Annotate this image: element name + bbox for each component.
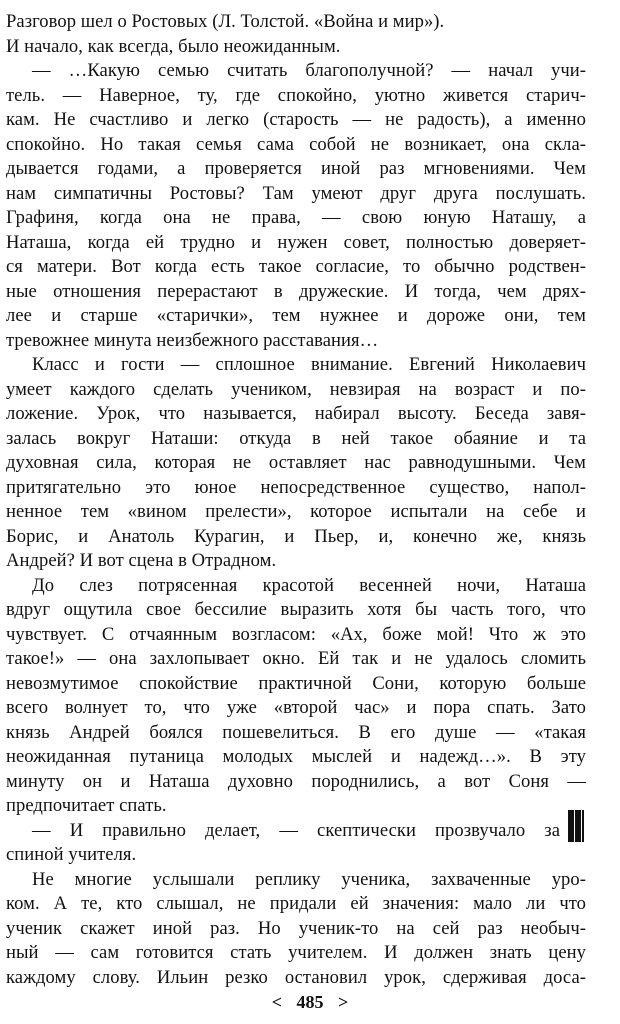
text-line: лее и старше «старички», тем нужнее и дороже они, тем [6, 305, 586, 326]
page-footer [0, 992, 620, 1013]
arrow-right-icon: > [338, 992, 349, 1012]
text-line: тель. — Наверное, ту, где спокойно, уютно живется старич- [6, 84, 586, 106]
margin-marker [568, 810, 584, 842]
text-line: кам. Не счастливо и легко (старость — не радость), а именно [6, 109, 586, 130]
text-line: Не многие услышали реплику ученика, захваченные уро- [32, 868, 586, 890]
text-line: Андрей? И вот сцена в Отрадном. [6, 550, 277, 571]
text-line: вдруг ощутила свое бессилие выразить хотя бы часть того, что [6, 599, 586, 620]
arrow-left-icon: < [271, 992, 282, 1012]
text-line: Разговор шел о Ростовых (Л. Толстой. «Война и мир»). [6, 11, 445, 32]
text-line: ученик скажет иной раз. Но ученик-то на сей раз необыч- [6, 917, 586, 939]
text-line: дывается годами, а проверяется иной раз мгновениями. Чем [6, 158, 586, 179]
text-line: ложение. Урок, что называется, набирал высоту. Беседа завя- [6, 403, 586, 424]
text-line: ненное тем «вином прелести», которое испытали на себе и [6, 501, 586, 522]
text-line: И начало, как всегда, было неожиданным. [6, 35, 341, 57]
text-line: неожиданная путаница молодых мыслей и надежд…». В эту [6, 746, 586, 767]
text-line: Борис, и Анатоль Курагин, и Пьер, и, конечно же, князь [6, 525, 586, 547]
text-line: умеет каждого сделать учеником, невзирая на возраст и по- [6, 378, 586, 400]
text-line: невозмутимое спокойствие практичной Сони, которую больше [6, 672, 586, 694]
text-line: Класс и гости — сплошное внимание. Евгений Николаевич [32, 354, 586, 375]
text-line: князь Андрей боялся пошевелиться. В его душе — «такая [6, 721, 586, 743]
text-line: ный — сам готовится стать учителем. И должен знать цену [6, 942, 586, 963]
text-line: ком. А те, кто слышал, не придали ей значения: мало ли что [6, 893, 586, 914]
text-line: До слез потрясенная красотой весенней ночи, Наташа [32, 574, 586, 596]
text-line: духовная сила, которая не оставляет нас равнодушными. Чем [6, 452, 586, 473]
text-line: тревожнее минута неизбежного расставания… [6, 329, 379, 351]
text-line: — …Какую семью считать благополучной? — начал учи- [32, 60, 586, 81]
text-line: предпочитает спать. [6, 795, 167, 816]
text-line: притягательно это юное непосредственное существо, напол- [6, 476, 586, 498]
text-line: нам симпатичны Ростовы? Там умеют друг друга послушать. [6, 182, 586, 204]
text-line: чувствует. С отчаянным возгласом: «Ах, боже мой! Что ж это [6, 623, 586, 645]
text-line: каждому слову. Ильин резко остановил урок, сдерживая доса- [6, 966, 586, 988]
text-line: такое!» — она захлопывает окно. Ей так и не удалось сломить [6, 648, 586, 669]
text-line: минуту он и Наташа духовно породнились, а вот Соня — [6, 770, 586, 792]
text-line: — И правильно делает, — скептически прозвучало за [32, 819, 560, 841]
page-number: 485 [296, 992, 324, 1012]
text-line: спокойно. Но такая семья сама собой не возникает, она скла- [6, 133, 586, 155]
text-line: всего волнует то, что уже «второй час» и пора спать. Зато [6, 697, 586, 718]
text-line: залась вокруг Наташи: откуда в ней такое обаяние и та [6, 427, 586, 449]
text-line: ные отношения перерастают в дружеские. И тогда, чем дрях- [6, 280, 586, 302]
text-line: Графиня, когда она не права, — свою юную Наташу, а [6, 207, 586, 228]
text-line: ся матери. Вот когда есть такое согласие, то обычно родствен- [6, 256, 586, 277]
body-text [6, 10, 586, 990]
text-line: спиной учителя. [6, 844, 137, 865]
text-line: Наташа, когда ей трудно и нужен совет, полностью доверяет- [6, 231, 586, 253]
